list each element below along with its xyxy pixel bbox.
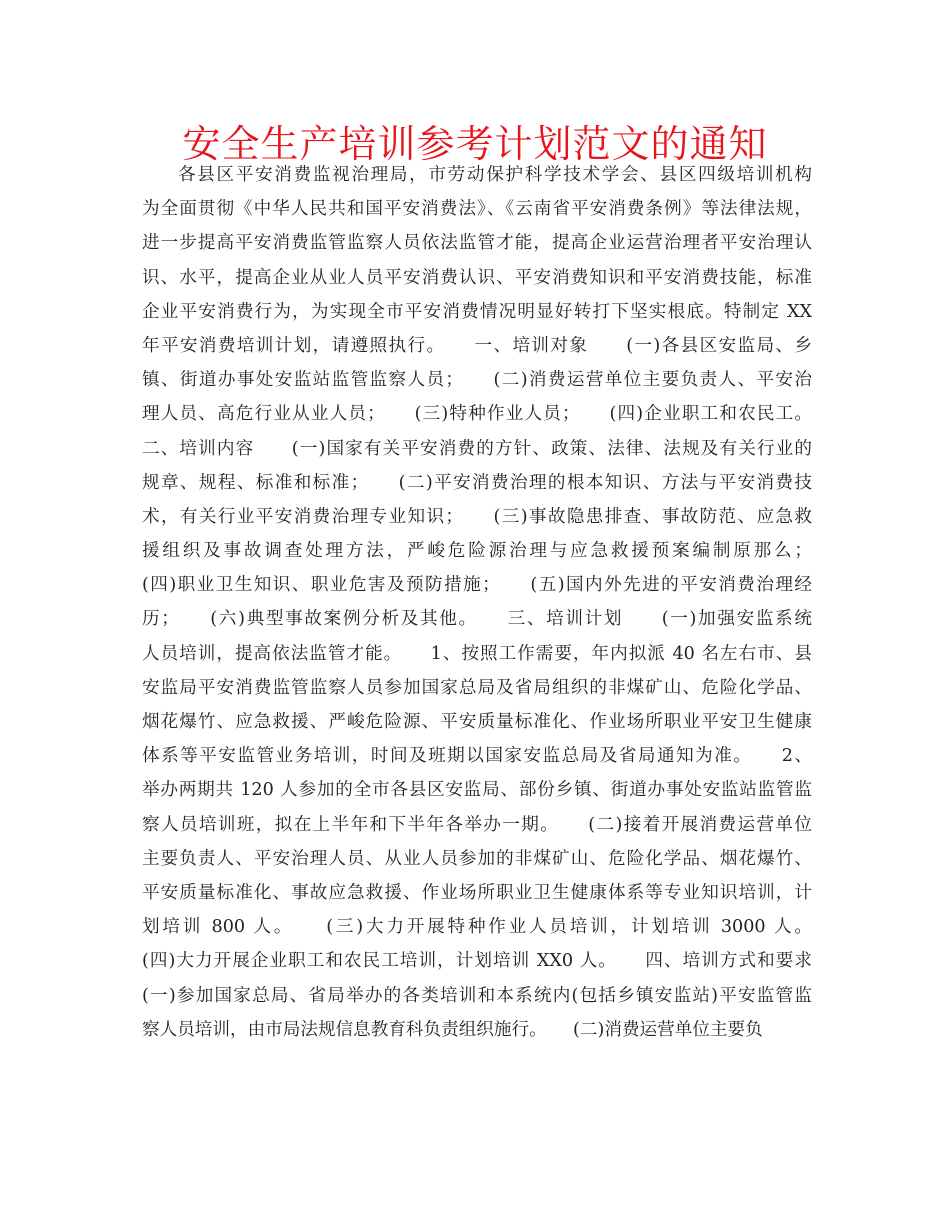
body-line: 为全面贯彻《中华人民共和国平安消费法》、《云南省平安消费条例》等法律法规， [142, 199, 812, 220]
body-line: 安监局平安消费监管监察人员参加国家总局及省局组织的非煤矿山、危险化学品、 [142, 677, 812, 698]
body-line: 援组织及事故调查处理方法，严峻危险源治理与应急救援预案编制原那么； [142, 541, 812, 562]
body-line: 年平安消费培训计划，请遵照执行。 一、培训对象 (一)各县区安监局、乡 [142, 335, 812, 356]
body-line: (四)职业卫生知识、职业危害及预防措施； (五)国内外先进的平安消费治理经 [142, 575, 812, 596]
document-title: 安全生产培训参考计划范文的通知 [182, 122, 768, 166]
body-line: 烟花爆竹、应急救援、严峻危险源、平安质量标准化、作业场所职业平安卫生健康 [142, 712, 812, 732]
body-line: 主要负责人、平安治理人员、从业人员参加的非煤矿山、危险化学品、烟花爆竹、 [142, 848, 812, 869]
body-line: 体系等平安监管业务培训，时间及班期以国家安监总局及省局通知为准。 2、 [142, 746, 812, 767]
body-line: 举办两期共 120 人参加的全市各县区安监局、部份乡镇、街道办事处安监站监管监 [142, 780, 812, 801]
body-line: (一)参加国家总局、省局举办的各类培训和本系统内(包括乡镇安监站)平安监管监 [142, 985, 812, 1006]
body-line: 企业平安消费行为，为实现全市平安消费情况明显好转打下坚实根底。特制定 XX [142, 301, 812, 322]
body-line: 二、培训内容 (一)国家有关平安消费的方针、政策、法律、法规及有关行业的 [142, 438, 812, 459]
body-line: 察人员培训，由市局法规信息教育科负责组织施行。 (二)消费运营单位主要负 [142, 1019, 763, 1040]
body-line: 规章、规程、标准和标准； (二)平安消费治理的根本知识、方法与平安消费技 [142, 472, 812, 493]
body-line: 察人员培训班，拟在上半年和下半年各举办一期。 (二)接着开展消费运营单位 [142, 814, 812, 835]
body-line: 人员培训，提高依法监管才能。 1、按照工作需要，年内拟派 40 名左右市、县 [142, 643, 812, 664]
body-line: 进一步提高平安消费监管监察人员依法监管才能，提高企业运营治理者平安治理认 [142, 233, 812, 254]
body-line: 术，有关行业平安消费治理专业知识； (三)事故隐患排查、事故防范、应急救 [142, 506, 812, 527]
body-line: 识、水平，提高企业从业人员平安消费认识、平安消费知识和平安消费技能，标准 [142, 267, 812, 288]
body-line: 镇、街道办事处安监站监管监察人员； (二)消费运营单位主要负责人、平安治 [142, 370, 812, 391]
body-line: 平安质量标准化、事故应急救援、作业场所职业卫生健康体系等专业知识培训，计 [142, 882, 812, 903]
body-line: 理人员、高危行业从业人员； (三)特种作业人员； (四)企业职工和农民工。 [142, 404, 812, 425]
body-line: 划培训 800 人。 (三)大力开展特种作业人员培训，计划培训 3000 人。 [142, 917, 812, 938]
document-body [142, 158, 812, 1047]
body-line: 历； (六)典型事故案例分析及其他。 三、培训计划 (一)加强安监系统 [142, 609, 812, 630]
body-line: (四)大力开展企业职工和农民工培训，计划培训 XX0 人。 四、培训方式和要求 [142, 951, 812, 972]
body-line: 各县区平安消费监视治理局，市劳动保护科学技术学会、县区四级培训机构 [178, 165, 812, 185]
